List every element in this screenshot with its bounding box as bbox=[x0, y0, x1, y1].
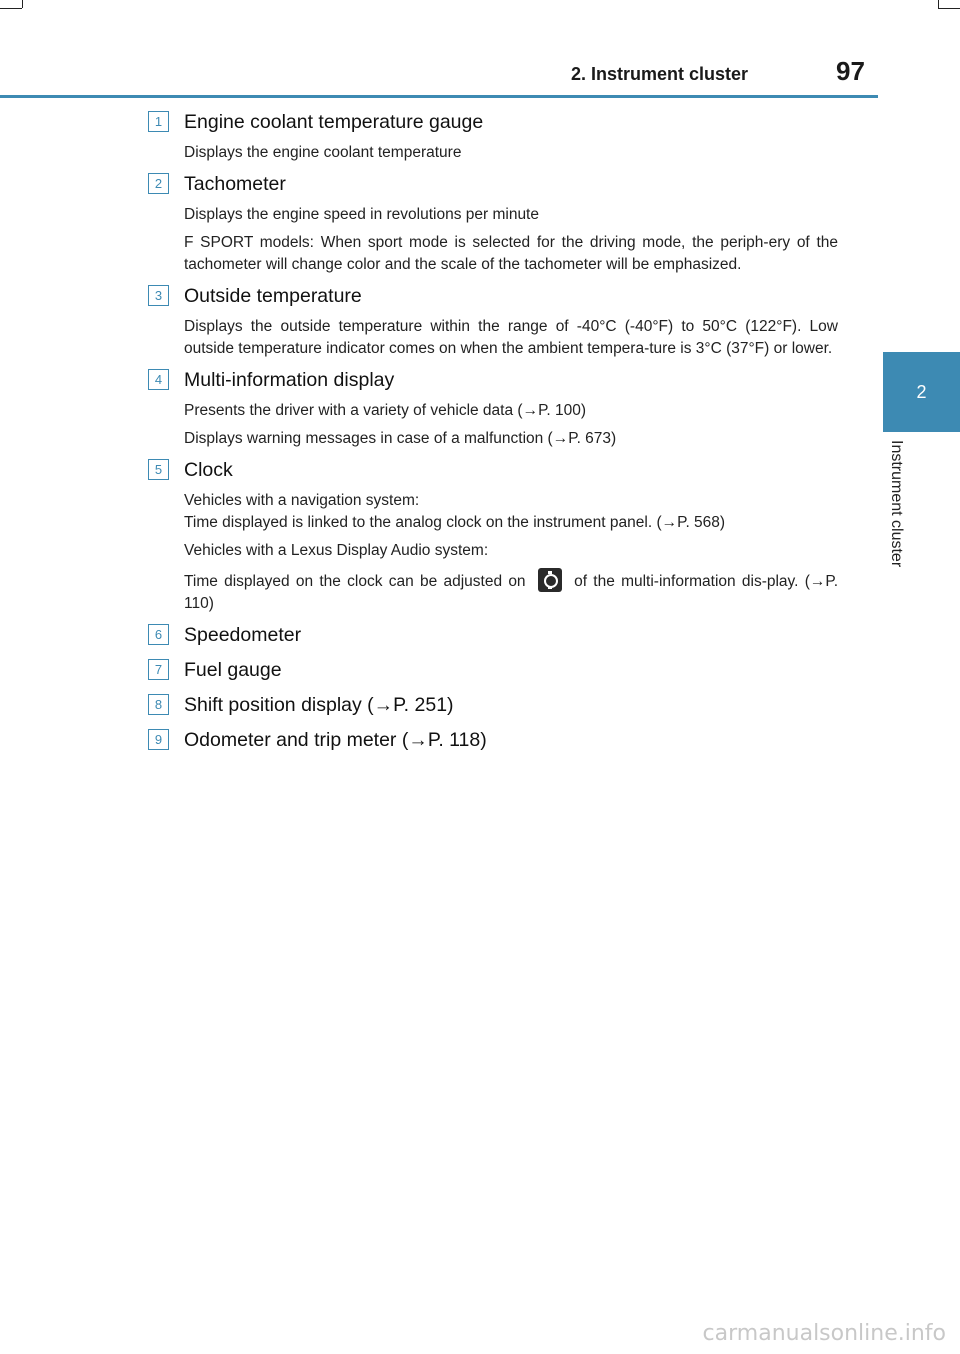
item-description: Displays the engine speed in revolutions per minute bbox=[184, 206, 539, 223]
item-description: Displays the engine coolant temperature bbox=[184, 144, 462, 161]
item-number-badge: 3 bbox=[148, 285, 169, 306]
item-description-with-icon bbox=[184, 568, 838, 615]
list-item bbox=[148, 108, 838, 164]
crop-mark bbox=[0, 8, 22, 9]
item-title: Odometer and trip meter (→P. 118) bbox=[184, 729, 487, 751]
item-description: Displays the outside temperature within the range of -40°C (-40°F) to 50°C (122°F). Low outside temperature indicator comes on when the ambient tempera-ture is 3°C (37°F) or lower. bbox=[184, 318, 838, 357]
item-number-badge: 5 bbox=[148, 459, 169, 480]
item-description: Vehicles with a navigation system: bbox=[184, 492, 420, 509]
chapter-title: Instrument cluster bbox=[888, 440, 905, 568]
chapter-number: 2 bbox=[916, 381, 927, 402]
list-item bbox=[148, 656, 838, 684]
item-number-badge: 7 bbox=[148, 659, 169, 680]
list-item bbox=[148, 726, 838, 754]
item-number-badge: 6 bbox=[148, 624, 169, 645]
chapter-tab bbox=[883, 352, 960, 432]
item-description: Displays warning messages in case of a malfunction (→P. 673) bbox=[184, 430, 617, 447]
page-number: 97 bbox=[836, 56, 865, 86]
list-item bbox=[148, 366, 838, 450]
item-number-badge: 8 bbox=[148, 694, 169, 715]
item-title: Engine coolant temperature gauge bbox=[184, 111, 484, 133]
watermark: carmanualsonline.info bbox=[702, 1321, 946, 1346]
gear-icon bbox=[538, 568, 562, 592]
list-item bbox=[148, 621, 838, 649]
item-description: F SPORT models: When sport mode is selected for the driving mode, the periph-ery of the tachometer will change color and the scale of the tachometer will be emphasized. bbox=[184, 234, 838, 273]
list-item bbox=[148, 282, 838, 360]
item-title: Speedometer bbox=[184, 624, 302, 646]
item-description: Time displayed is linked to the analog clock on the instrument panel. (→P. 568) bbox=[184, 514, 726, 531]
item-title: Clock bbox=[184, 459, 233, 481]
item-number-badge: 2 bbox=[148, 173, 169, 194]
item-title: Tachometer bbox=[184, 173, 286, 195]
item-description: Presents the driver with a variety of vehicle data (→P. 100) bbox=[184, 402, 587, 419]
item-description: Vehicles with a Lexus Display Audio system: bbox=[184, 542, 489, 559]
crop-mark bbox=[938, 8, 960, 9]
crop-mark bbox=[938, 0, 939, 8]
crop-mark bbox=[22, 0, 23, 8]
header-rule bbox=[0, 95, 878, 98]
item-title: Outside temperature bbox=[184, 285, 362, 307]
item-list bbox=[148, 108, 838, 754]
list-item bbox=[148, 691, 838, 719]
list-item bbox=[148, 170, 838, 276]
item-title: Fuel gauge bbox=[184, 659, 282, 681]
item-number-badge: 4 bbox=[148, 369, 169, 390]
header-section-title: 2. Instrument cluster bbox=[570, 64, 748, 84]
item-description-before-icon: Time displayed on the clock can be adjusted on bbox=[184, 573, 526, 590]
item-title: Shift position display (→P. 251) bbox=[184, 694, 454, 716]
item-number-badge: 1 bbox=[148, 111, 169, 132]
item-title: Multi-information display bbox=[184, 369, 395, 391]
item-number-badge: 9 bbox=[148, 729, 169, 750]
item-description-after-icon: of the multi-information dis-play. (→P. 110) bbox=[184, 573, 839, 612]
list-item bbox=[148, 456, 838, 615]
chapter-title-vertical bbox=[887, 440, 917, 610]
